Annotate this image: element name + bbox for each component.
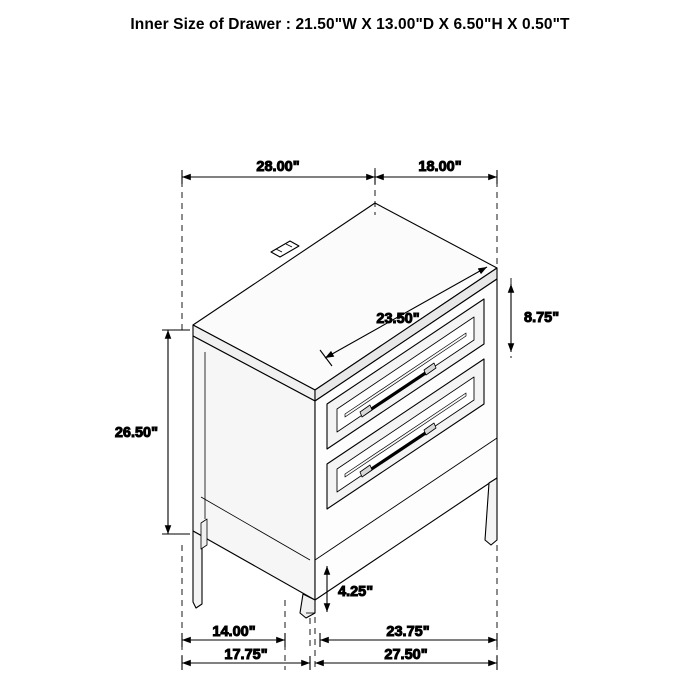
dim-label-drawer-height: 8.75" xyxy=(524,310,560,326)
dim-label-top-depth-right: 18.00" xyxy=(418,159,462,175)
nightstand-illustration xyxy=(193,203,497,618)
dim-overall-height xyxy=(162,330,190,534)
back-notch-detail xyxy=(271,241,299,257)
dim-label-base-outer-right: 27.50" xyxy=(384,647,428,663)
dim-label-base-front-left: 14.00" xyxy=(212,624,256,640)
page-title: Inner Size of Drawer : 21.50"W X 13.00"D X 6.50"H X 0.50"T xyxy=(130,16,570,33)
leg-front-right xyxy=(485,478,497,545)
dim-label-base-front-right: 23.75" xyxy=(386,624,430,640)
dim-label-base-outer-left: 17.75" xyxy=(224,647,268,663)
dim-label-overall-height: 26.50" xyxy=(114,425,158,441)
dim-label-leg-height: 4.25" xyxy=(338,584,374,600)
dim-label-depth-diagonal: 23.50" xyxy=(376,311,420,327)
leg-back-left xyxy=(201,519,207,549)
dim-label-top-width: 28.00" xyxy=(256,159,300,175)
